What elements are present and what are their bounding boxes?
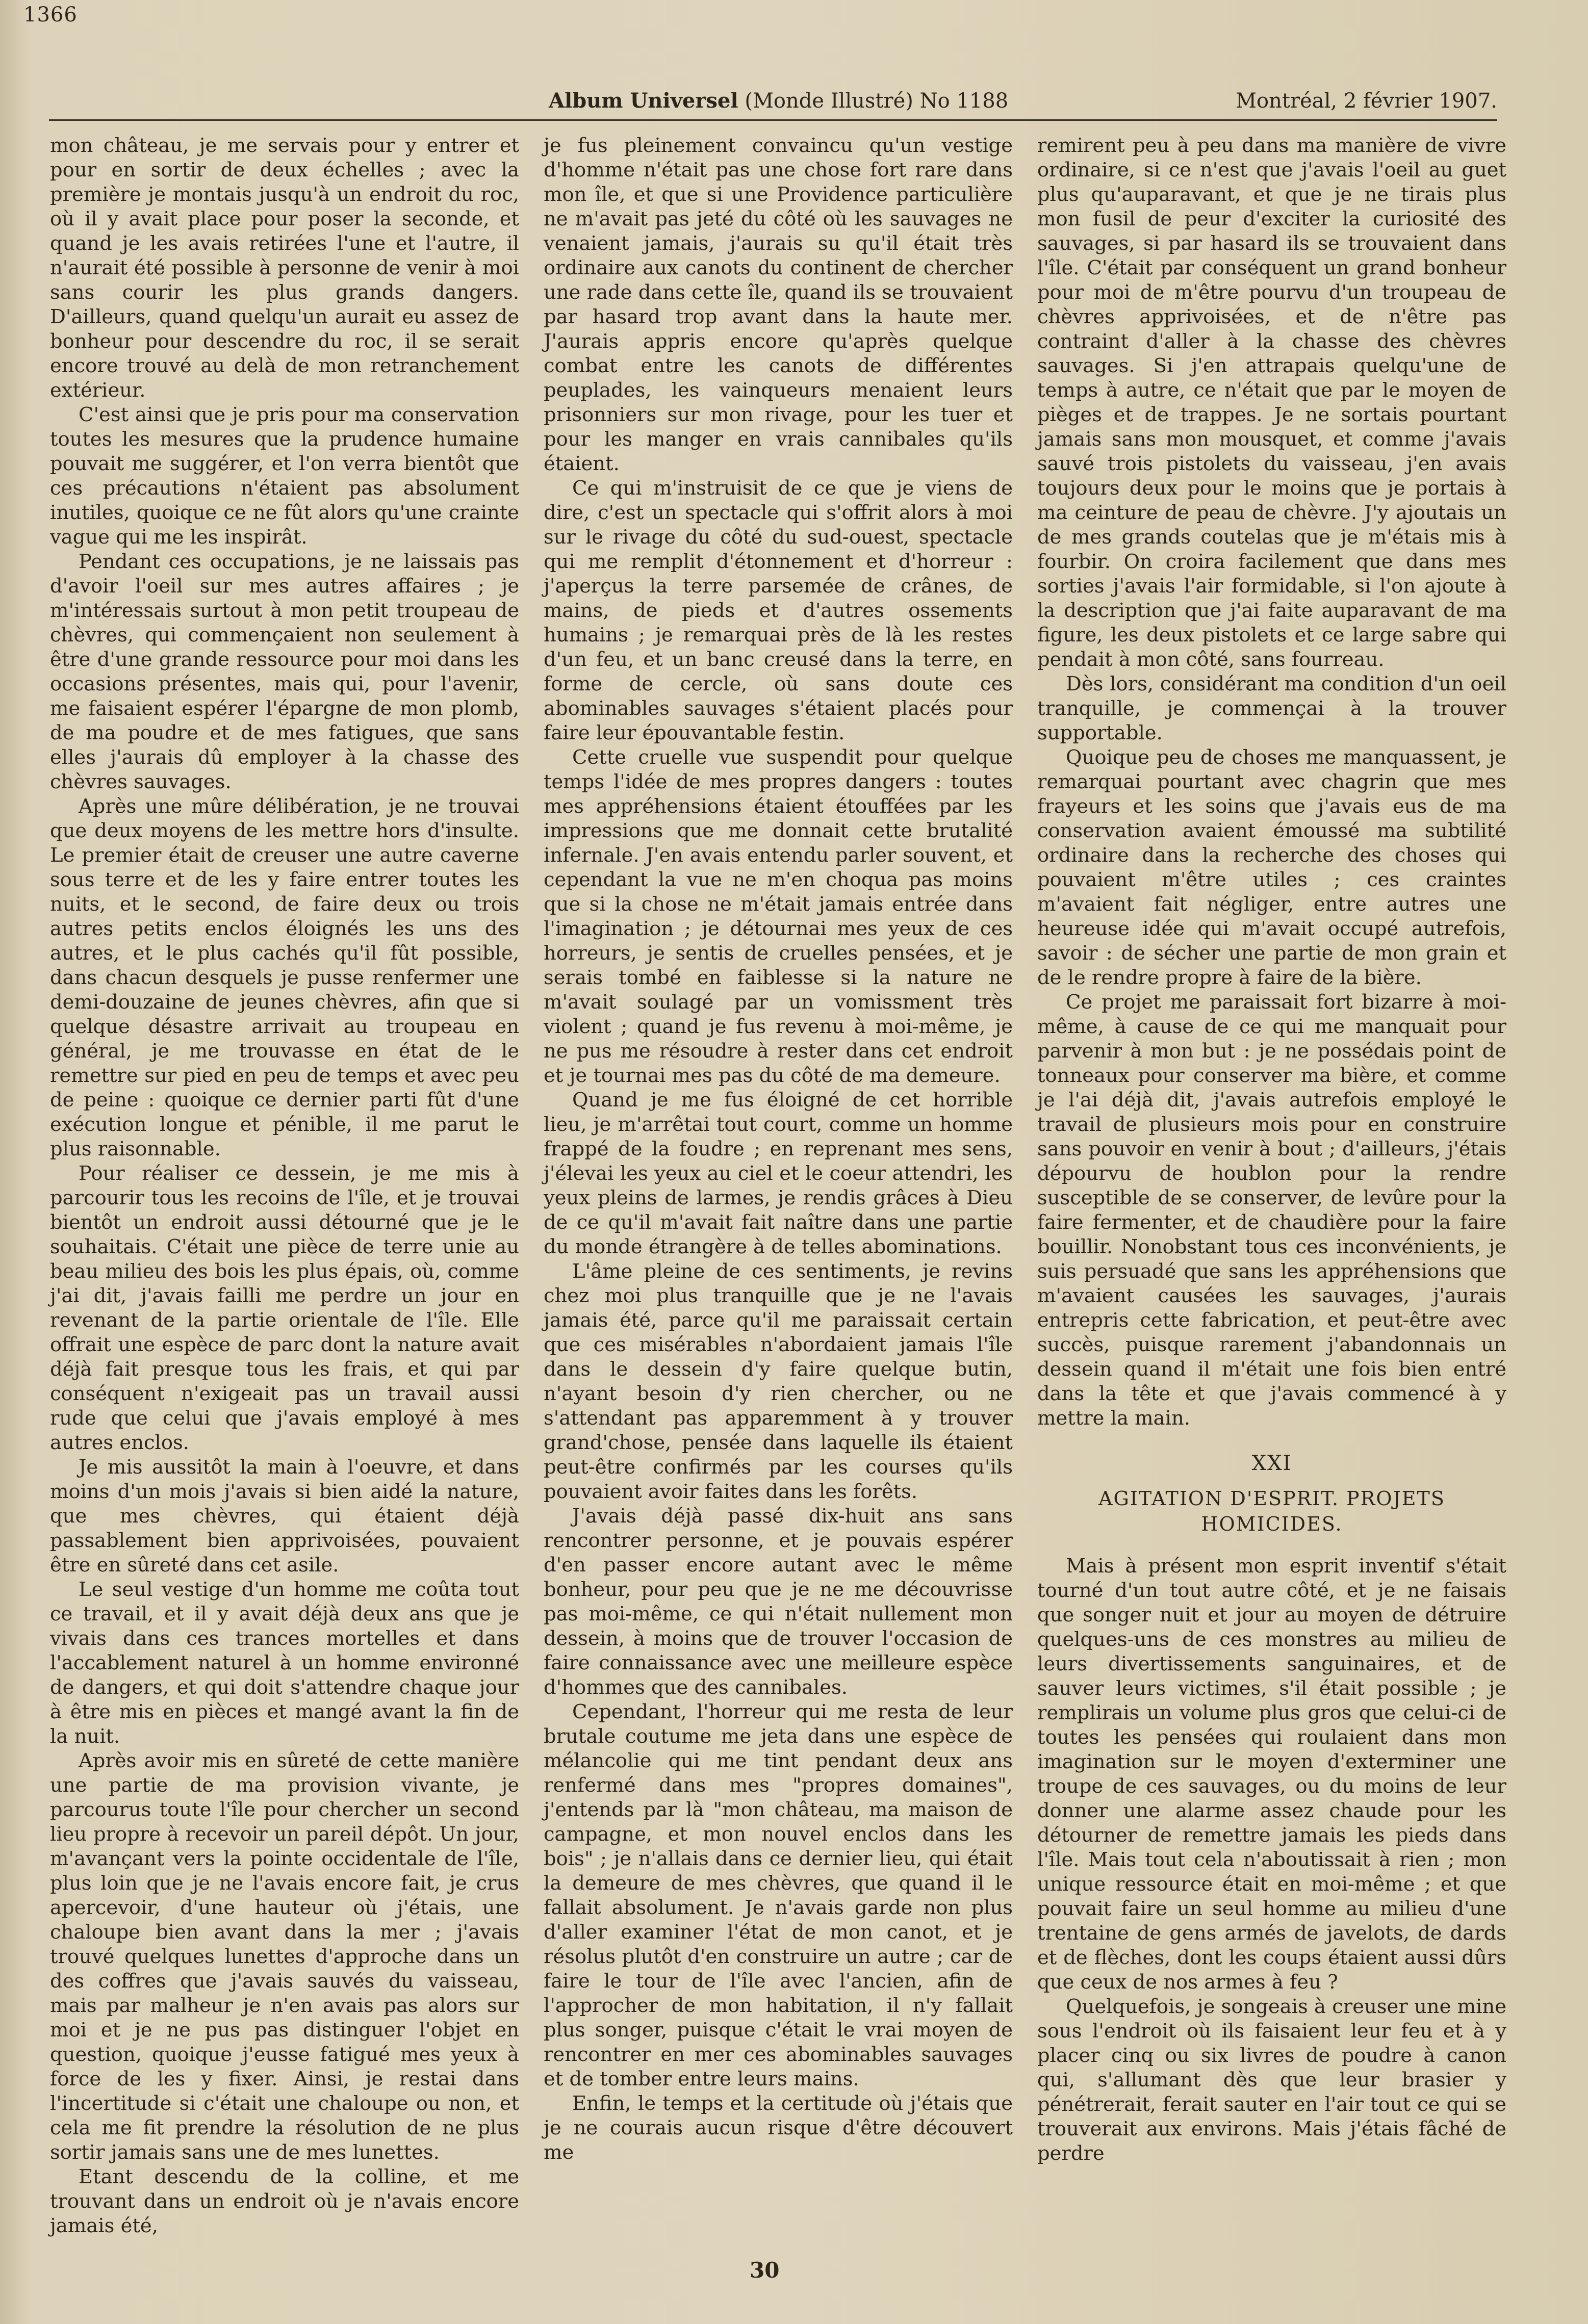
page-number: 30 xyxy=(750,2258,780,2283)
paragraph: mon château, je me servais pour y entrer et pour en sortir de deux échelles ; avec la première je montais jusqu'à un endroit du roc, où il y avait place pour poser la seconde, et quand je les avais retirées l'une et l'autre, il n'aurait été possible à personne de venir à moi sans courir les plus grands dangers. D'ailleurs, quand quelqu'un aurait eu assez de bonheur pour descendre du roc, il se serait encore trouvé au delà de mon retranchement extérieur. xyxy=(50,134,519,402)
paragraph: L'âme pleine de ces sentiments, je revins chez moi plus tranquille que je ne l'avais jamais été, parce qu'il me paraissait certain que ces misérables n'abordaient jamais l'île dans le dessein d'y faire quelque butin, n'ayant besoin d'y rien chercher, ou ne s'attendant pas apparemment à y trouver grand'chose, pensée dans laquelle ils étaient peut-être confirmés par les courses qu'ils pouvaient avoir faites dans les forêts. xyxy=(544,1260,1013,1503)
chapter-number: XXI xyxy=(1251,1452,1292,1475)
paragraph: Je mis aussitôt la main à l'oeuvre, et dans moins d'un mois j'avais si bien aidé la nature, que mes chèvres, qui étaient déjà passablement bien apprivoisées, pouvaient être en sûreté dans cet asile. xyxy=(50,1456,519,1577)
paragraph: Pour réaliser ce dessein, je me mis à parcourir tous les recoins de l'île, et je trouvai bientôt un endroit aussi détourné que je le souhaitais. C'était une pièce de terre unie au beau milieu des bois les plus épais, où, comme j'ai dit, j'avais failli me perdre un jour en revenant de la partie orientale de l'île. Elle offrait une espèce de parc dont la nature avait déjà fait presque tous les frais, et qui par conséquent n'exigeait pas un travail aussi rude que celui que j'avais employé à mes autres enclos. xyxy=(50,1162,519,1454)
paragraph: Quoique peu de choses me manquassent, je remarquai pourtant avec chagrin que mes frayeurs et les soins que j'avais eus de ma conservation avaient émoussé ma subtilité ordinaire dans la recherche des choses qui pouvaient m'être utiles ; ces craintes m'avaient fait négliger, entre autres une heureuse idée qui m'avait occupé autrefois, savoir : de sécher une partie de mon grain et de le rendre propre à faire de la bière. xyxy=(1037,746,1506,989)
header-center xyxy=(549,86,1008,116)
paragraph: Ce projet me paraissait fort bizarre à moi-même, à cause de ce qui me manquait pour parvenir à mon but : je ne possédais point de tonneaux pour conserver ma bière, et comme je l'ai déjà dit, j'avais autrefois employé le travail de plusieurs mois pour en construire sans pouvoir en venir à bout ; d'ailleurs, j'étais dépourvu de houblon pour la rendre susceptible de se conserver, de levûre pour la faire fermenter, et de chaudière pour la faire bouillir. Nonobstant tous ces inconvénients, je suis persuadé que sans les appréhensions que m'avaient causées les sauvages, j'aurais entrepris cette fabrication, et peut-être avec succès, puisque rarement j'abandonnais un dessein quand il m'était une fois bien entré dans la tête et que j'avais commencé à y mettre la main. xyxy=(1037,991,1506,1430)
chapter-title: AGITATION D'ESPRIT. PROJETS HOMICIDES. xyxy=(1098,1487,1445,1535)
paragraph: Ce qui m'instruisit de ce que je viens de dire, c'est un spectacle qui s'offrit alors à moi sur le rivage du côté du sud-ouest, spectacle qui me remplit d'étonnement et d'horreur : j'aperçus la terre parsemée de crânes, de mains, de pieds et d'autres ossements humains ; je remarquai près de là les restes d'un feu, et un banc creusé dans la terre, en forme de cercle, où sans doute ces abominables sauvages s'étaient placés pour faire leur épouvantable festin. xyxy=(544,477,1013,744)
paragraph: je fus pleinement convaincu qu'un vestige d'homme n'était pas une chose fort rare dans mon île, et que si une Providence particulière ne m'avait pas jeté du côté où les sauvages ne venaient jamais, j'aurais su qu'il était très ordinaire aux canots du continent de chercher une rade dans cette île, quand ils se trouvaient par hasard trop avant dans la haute mer. J'aurais appris encore qu'après quelque combat entre les canots de différentes peuplades, les vainqueurs menaient leurs prisonniers sur mon rivage, pour les tuer et pour les manger en vrais cannibales qu'ils étaient. xyxy=(544,134,1013,475)
publication-subtitle: (Monde Illustré) xyxy=(745,89,913,113)
paragraph: Quand je me fus éloigné de cet horrible lieu, je m'arrêtai tout court, comme un homme frappé de la foudre ; en reprenant mes sens, j'élevai les yeux au ciel et le coeur attendri, les yeux pleins de larmes, je rendis grâces à Dieu de ce qu'il m'avait fait naître dans une partie du monde étrangère à de telles abominations. xyxy=(544,1089,1013,1258)
folio-number: 1366 xyxy=(23,3,78,27)
paragraph: Le seul vestige d'un homme me coûta tout ce travail, et il y avait déjà deux ans que je vivais dans ces trances mortelles et dans l'accablement naturel à un homme environné de dangers, et qui doit s'attendre chaque jour à être mis en pièces et mangé avant la fin de la nuit. xyxy=(50,1578,519,1748)
paragraph: Après une mûre délibération, je ne trouvai que deux moyens de les mettre hors d'insulte. Le premier était de creuser une autre caverne sous terre et de les y faire entrer toutes les nuits, et le second, de faire deux ou trois autres petits enclos éloignés les uns des autres, et le plus cachés qu'il fût possible, dans chacun desquels je pusse renfermer une demi-douzaine de jeunes chèvres, afin que si quelque désastre arrivait au troupeau en général, je me trouvasse en état de le remettre sur pied en peu de temps et avec peu de peine : quoique ce dernier parti fût d'une exécution longue et pénible, il me parut le plus raisonnable. xyxy=(50,795,519,1160)
paragraph: Quelquefois, je songeais à creuser une mine sous l'endroit où ils faisaient leur feu et à y placer cinq ou six livres de poudre à canon qui, s'allumant dès que leur brasier y pénétrerait, ferait sauter en l'air tout ce qui se trouverait aux environs. Mais j'étais fâché de perdre xyxy=(1037,1995,1506,2165)
paragraph: Dès lors, considérant ma condition d'un oeil tranquille, je commençai à la trouver supportable. xyxy=(1037,673,1506,744)
text-column-2 xyxy=(544,134,1013,2173)
paragraph: Cette cruelle vue suspendit pour quelque temps l'idée de mes propres dangers : toutes mes appréhensions étaient étouffées par les impressions que me donnait cette brutalité infernale. J'en avais entendu parler souvent, et cependant la vue ne m'en choqua pas moins que si la chose ne m'était jamais entrée dans l'imagination ; je détournai mes yeux de ces horreurs, je sentis de cruelles pensées, et je serais tombé en faiblesse si la nature ne m'avait soulagé par un vomissment très violent ; quand je fus revenu à moi-même, je ne pus me résoudre à rester dans cet endroit et je tournai mes pas du côté de ma demeure. xyxy=(544,746,1013,1087)
publication-title: Album Universel xyxy=(549,89,738,113)
paragraph: C'est ainsi que je pris pour ma conservation toutes les mesures que la prudence humaine pouvait me suggérer, et l'on verra bientôt que ces précautions n'étaient pas absolument inutiles, quoique ce ne fût alors qu'une crainte vague qui me les inspirât. xyxy=(50,403,519,549)
paragraph: J'avais déjà passé dix-huit ans sans rencontrer personne, et je pouvais espérer d'en passer encore autant avec le même bonheur, pour peu que je ne me découvrisse pas moi-même, ce qui n'était nullement mon dessein, à moins que de trouver l'occasion de faire connaissance avec une meilleure espèce d'hommes que des cannibales. xyxy=(544,1505,1013,1699)
paragraph: Enfin, le temps et la certitude où j'étais que je ne courais aucun risque d'être découvert me xyxy=(544,2092,1013,2164)
issue-number: No 1188 xyxy=(919,89,1009,113)
paragraph: Après avoir mis en sûreté de cette manière une partie de ma provision vivante, je parcourus toute l'île pour chercher un second lieu propre à recevoir un pareil dépôt. Un jour, m'avançant vers la pointe occidentale de l'île, plus loin que je ne l'avais encore fait, je crus apercevoir, d'une hauteur où j'étais, une chaloupe bien avant dans la mer ; j'avais trouvé quelques lunettes d'approche dans un des coffres que j'avais sauvés du vaisseau, mais par malheur je n'en avais pas alors sur moi et je ne pus pas distinguer l'objet en question, quoique j'eusse fatigué mes yeux à force de les y fixer. Ainsi, je restai dans l'incertitude si c'était une chaloupe ou non, et cela me fit prendre la résolution de ne plus sortir jamais sans une de mes lunettes. xyxy=(50,1749,519,2164)
running-header xyxy=(49,86,1497,116)
text-column-1 xyxy=(50,134,519,2237)
paragraph: Mais à présent mon esprit inventif s'était tourné d'un tout autre côté, et je ne faisais que songer nuit et jour au moyen de détruire quelques-uns de ces monstres au milieu de leurs divertissements sanguinaires, et de sauver leurs victimes, s'il était possible ; je remplirais un volume plus gros que celui-ci de toutes les pensées qui roulaient dans mon imagination sur le moyen d'exterminer une troupe de ces sauvages, ou du moins de leur donner une alarme assez chaude pour les détourner de remettre jamais les pieds dans l'île. Mais tout cela n'aboutissait à rien ; mon unique ressource était en moi-même ; et que pouvait faire un seul homme au milieu d'une trentaine de gens armés de javelots, de dards et de flèches, dont les coups étaient aussi dûrs que ceux de nos armes à feu ? xyxy=(1037,1555,1506,1994)
text-column-3 xyxy=(1037,134,1506,2173)
header-rule xyxy=(49,119,1497,121)
paragraph: Cependant, l'horreur qui me resta de leur brutale coutume me jeta dans une espèce de mélancolie qui me tint pendant deux ans renfermé dans mes "propres domaines", j'entends par là "mon château, ma maison de campagne, et mon nouvel enclos dans les bois" ; je n'allais dans ce dernier lieu, qui était la demeure de mes chèvres, que quand il le fallait absolument. Je n'avais garde non plus d'aller examiner l'état de mon canot, et je résolus plutôt d'en construire un autre ; car de faire le tour de l'île avec l'ancien, afin de l'approcher de mon habitation, il n'y fallait plus songer, puisque c'était le vrai moyen de rencontrer en mer ces abominables sauvages et de tomber entre leurs mains. xyxy=(544,1700,1013,2090)
paragraph: Etant descendu de la colline, et me trouvant dans un endroit où je n'avais encore jamais été, xyxy=(50,2165,519,2237)
paragraph: Pendant ces occupations, je ne laissais pas d'avoir l'oeil sur mes autres affaires ; je m'intéressais surtout à mon petit troupeau de chèvres, qui commençaient non seulement à être d'une grande ressource pour moi dans les occasions présentes, mais qui, pour l'avenir, me faisaient espérer l'épargne de mon plomb, de ma poudre et de mes fatigues, que sans elles j'aurais dû employer à la chasse des chèvres sauvages. xyxy=(50,550,519,793)
paragraph: remirent peu à peu dans ma manière de vivre ordinaire, si ce n'est que j'avais l'oeil au guet plus qu'auparavant, et que je ne tirais plus mon fusil de peur d'exciter la curiosité des sauvages, si par hasard ils se trouvaient dans l'île. C'était par conséquent un grand bonheur pour moi de m'être pourvu d'un troupeau de chèvres apprivoisées, et de n'être pas contraint d'aller à la chasse des chèvres sauvages. Si j'en attrapais quelqu'une de temps à autre, ce n'était que par le moyen de pièges et de trappes. Je ne sortais pourtant jamais sans mon mousquet, et comme j'avais sauvé trois pistolets du vaisseau, j'en avais toujours deux pour le moins que je portais à ma ceinture de peau de chèvre. J'y ajoutais un de mes grands coutelas que je m'étais mis à fourbir. On croira facilement que dans mes sorties j'avais l'air formidable, si l'on ajoute à la description que j'ai faite auparavant de ma figure, les deux pistolets et ce large sabre qui pendait à mon côté, sans fourreau. xyxy=(1037,134,1506,671)
dateline: Montréal, 2 février 1907. xyxy=(1236,89,1497,113)
